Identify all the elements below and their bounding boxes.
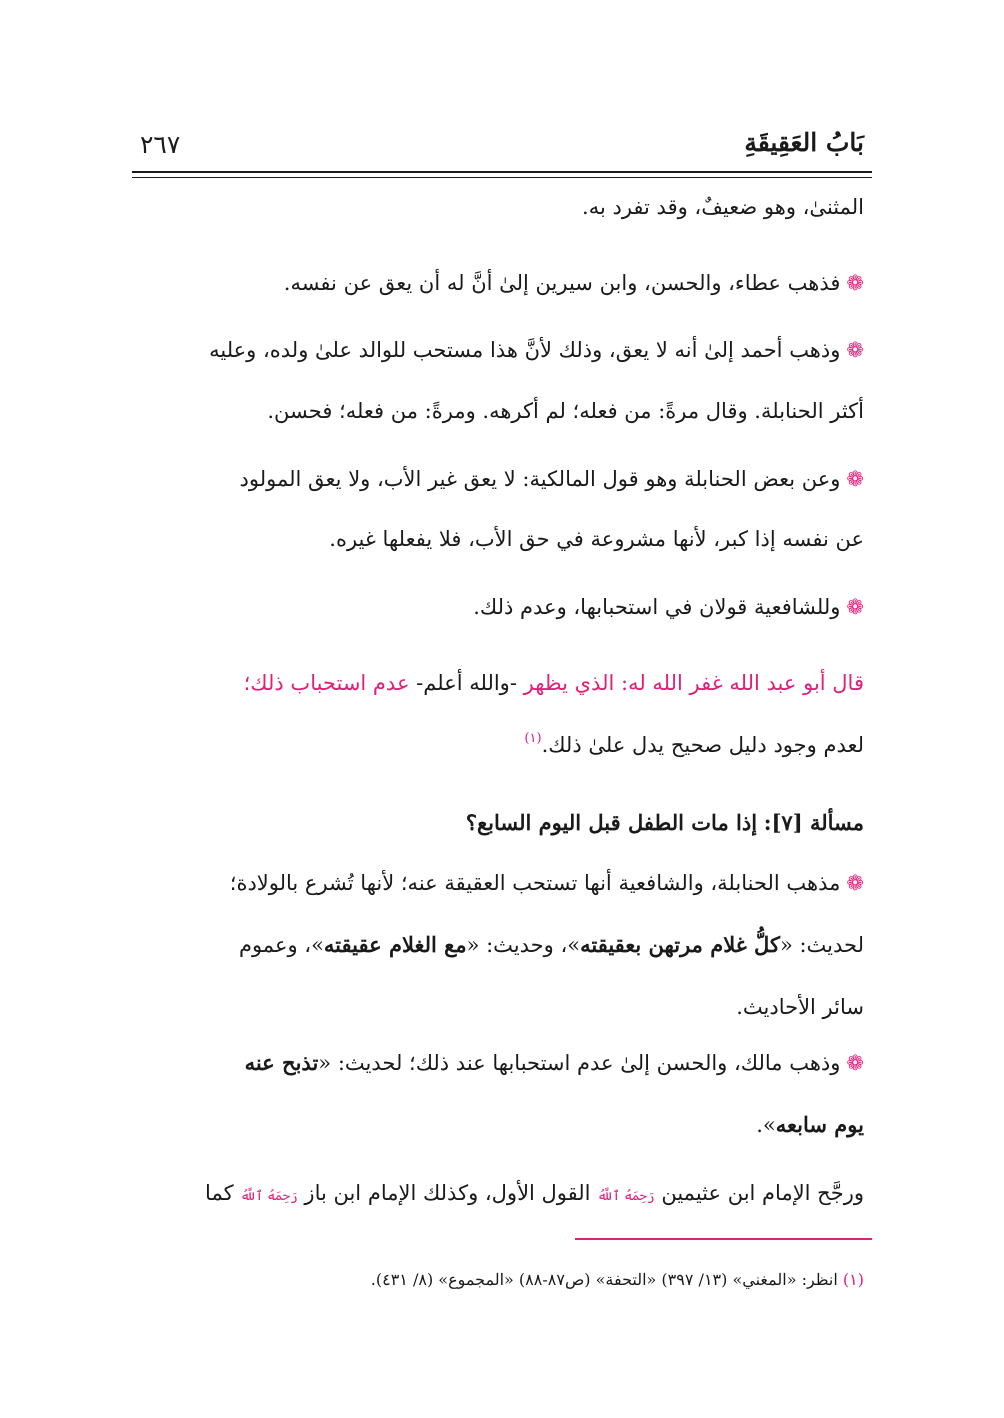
flower-bullet-icon: ❁ — [846, 338, 864, 362]
footnote-rule — [575, 1238, 872, 1240]
question-heading: مسألة [٧]: إذا مات الطفل قبل اليوم السابع؟ — [465, 810, 864, 835]
text-line-2: ❁فذهب عطاء، والحسن، وابن سيرين إلىٰ أنَّ له أن يعق عن نفسه. — [283, 271, 864, 295]
footnote: (١) انظر: «المغني» (١٣/ ٣٩٧) «التحفة» (ص٨٧-٨٨) «المجموع» (٨/ ٤٣١). — [370, 1270, 864, 1289]
text-line-7: ❁وللشافعية قولان في استحبابها، وعدم ذلك. — [473, 595, 864, 619]
para2-line-6: ورجَّح الإمام ابن عثيمين رَحِمَهُ ٱللَّهُ القول الأول، وكذلك الإمام ابن باز رَحِمَهُ ٱللَّهُ كما — [205, 1181, 864, 1205]
para2-line-2: لحديث: «كلُّ غلام مرتهن بعقيقته»، وحديث: «مع الغلام عقيقته»، وعموم — [238, 932, 864, 957]
author-note-line-2: لعدم وجود دليل صحيح يدل علىٰ ذلك.$^{(١)}$ — [524, 731, 864, 757]
text-line-5: ❁وعن بعض الحنابلة وهو قول المالكية: لا يعق غير الأب، ولا يعق المولود — [239, 467, 864, 491]
chapter-title: بَابُ العَقِيقَةِ — [744, 128, 864, 157]
flower-bullet-icon: ❁ — [846, 595, 864, 619]
page-number: ٢٦٧ — [140, 130, 181, 159]
header-rule-thin — [132, 177, 872, 178]
text-line-6: عن نفسه إذا كبر، لأنها مشروعة في حق الأب، فلا يفعلها غيره. — [329, 527, 864, 551]
flower-bullet-icon: ❁ — [846, 467, 864, 491]
header-rule-thick — [132, 171, 872, 173]
para2-line-3: سائر الأحاديث. — [736, 995, 864, 1019]
honorific-glyph: رَحِمَهُ ٱللَّهُ — [240, 1189, 298, 1204]
flower-bullet-icon: ❁ — [846, 271, 864, 295]
para2-line-1: ❁مذهب الحنابلة، والشافعية أنها تستحب العقيقة عنه؛ لأنها تُشرع بالولادة؛ — [229, 871, 864, 895]
footnote-ref[interactable]: (١) — [524, 731, 542, 746]
para2-line-5: يوم سابعه». — [756, 1112, 864, 1137]
author-note-line-1: قال أبو عبد الله غفر الله له: الذي يظهر -والله أعلم- عدم استحباب ذلك؛ — [243, 671, 864, 695]
text-line-3: ❁وذهب أحمد إلىٰ أنه لا يعق، وذلك لأنَّ هذا مستحب للوالد علىٰ ولده، وعليه — [209, 338, 864, 362]
honorific-glyph: رَحِمَهُ ٱللَّهُ — [597, 1189, 655, 1204]
text-line-4: أكثر الحنابلة. وقال مرةً: من فعله؛ لم أكرهه. ومرةً: من فعله؛ فحسن. — [267, 399, 864, 423]
text-line-1: المثنىٰ، وهو ضعيفٌ، وقد تفرد به. — [582, 195, 864, 219]
para2-line-4: ❁وذهب مالك، والحسن إلىٰ عدم استحبابها عند ذلك؛ لحديث: «تذبح عنه — [244, 1050, 864, 1075]
flower-bullet-icon: ❁ — [846, 871, 864, 895]
flower-bullet-icon: ❁ — [846, 1051, 864, 1075]
